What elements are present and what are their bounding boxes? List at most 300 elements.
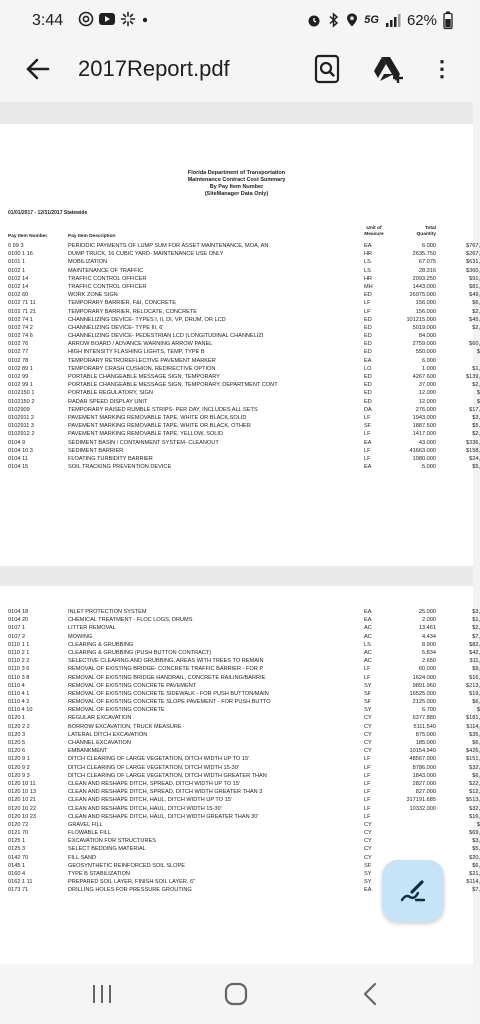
table-row bbox=[0, 657, 480, 665]
amount-cell: $1, bbox=[472, 617, 480, 624]
pay-item-description-cell: CLEAN AND RESHAPE DITCH, SPREAD, DITCH WIDTH GREATER THAN 3 bbox=[68, 789, 263, 796]
table-row bbox=[0, 739, 480, 747]
table-row bbox=[0, 267, 480, 275]
amount-cell: $158, bbox=[466, 447, 480, 454]
amount-cell: $81, bbox=[469, 283, 480, 290]
amount-cell: $513, bbox=[466, 797, 480, 804]
table-row bbox=[0, 674, 480, 682]
quantity-cell: 60.000 bbox=[418, 666, 436, 673]
column-header-unit-of-measure bbox=[356, 226, 392, 238]
unit-cell: ED bbox=[364, 349, 372, 356]
pay-item-description-cell: SEDIMENT BASIN / CONTAINMENT SYSTEM- CLEANOUT bbox=[68, 439, 219, 446]
network-type-label: 5G bbox=[364, 14, 379, 26]
table-row bbox=[0, 665, 480, 673]
pay-item-description-cell: TRAFFIC CONTROL OFFICER bbox=[68, 275, 147, 282]
pay-item-number-cell: 0120 3 bbox=[8, 731, 26, 738]
pay-item-description-cell: PAVEMENT MARKING REMOVABLE TAPE, WHITE OR BLACK, OTHER bbox=[68, 423, 251, 430]
quantity-cell: 4.434 bbox=[422, 633, 436, 640]
quantity-cell: 48567.000 bbox=[409, 756, 436, 763]
table-row bbox=[0, 422, 480, 430]
column-header-unit-line: Unit of bbox=[366, 226, 382, 231]
unit-cell: AC bbox=[364, 633, 372, 640]
quantity-cell: 156.000 bbox=[415, 308, 436, 315]
unit-cell: LF bbox=[364, 764, 371, 771]
table-row bbox=[0, 649, 480, 657]
pay-item-description-cell: CHEMICAL TREATMENT - FLOC LOGS, DRUMS bbox=[68, 617, 193, 624]
report-period: 01/01/2017 - 12/31/2017 Statewide bbox=[8, 210, 88, 216]
pay-item-description-cell: REMOVAL OF EXISTING CONCRETE SIDEWALK - FOR PUSH BUTTON/MAIN bbox=[68, 690, 269, 697]
table-row bbox=[0, 406, 480, 414]
unit-cell: LF bbox=[364, 805, 371, 812]
quantity-cell: 550.000 bbox=[415, 349, 436, 356]
pay-item-description-cell: PAVEMENT MARKING REMOVABLE TAPE, YELLOW, SOLID bbox=[68, 431, 224, 438]
amount-cell: $1, bbox=[472, 365, 480, 372]
unit-cell: CY bbox=[364, 838, 372, 845]
pay-item-number-cell: 0102 99 1 bbox=[8, 382, 33, 389]
table-row bbox=[0, 706, 480, 714]
pay-item-description-cell: PORTABLE REGULATORY, SIGN bbox=[68, 390, 153, 397]
amount-cell: $2, bbox=[472, 625, 480, 632]
system-nav-bar bbox=[0, 964, 473, 1024]
unit-cell: LF bbox=[364, 308, 371, 315]
amount-cell: $35, bbox=[469, 731, 480, 738]
pay-item-number-cell: 0104 11 bbox=[8, 455, 28, 462]
pay-item-number-cell: 0110 1 1 bbox=[8, 641, 30, 648]
table-row bbox=[0, 837, 480, 845]
unit-cell: CY bbox=[364, 723, 372, 730]
unit-cell: CY bbox=[364, 830, 372, 837]
amount-cell: $ bbox=[476, 390, 480, 397]
unit-cell: LS bbox=[364, 641, 371, 648]
report-header-line: (SiteManager Data Only) bbox=[204, 191, 269, 197]
quantity-cell: 1943.000 bbox=[412, 414, 436, 421]
unit-cell: CY bbox=[364, 854, 372, 861]
pay-item-number-cell: 0102 71 21 bbox=[8, 308, 36, 315]
pay-item-description-cell: MOWING bbox=[68, 633, 93, 640]
amount-cell: $2, bbox=[472, 431, 480, 438]
pay-item-description-cell: REMOVAL OF EXISTING CONCRETE PAVEMENT bbox=[68, 682, 197, 689]
quantity-cell: 185.000 bbox=[415, 740, 436, 746]
unit-cell: EA bbox=[364, 439, 372, 446]
pay-item-description-cell: TEMPORARY CRASH CUSHION, REDIRECTIVE OPTION bbox=[68, 365, 216, 372]
pay-item-description-cell: DRILLING HOLES FOR PRESSURE GROUTING bbox=[68, 887, 192, 894]
table-row bbox=[0, 348, 480, 356]
at-sign-icon bbox=[78, 11, 94, 27]
unit-cell: SY bbox=[364, 682, 372, 689]
status-left-icons bbox=[78, 11, 150, 27]
pay-item-description-cell: EMBANKMENT bbox=[68, 748, 108, 755]
unit-cell: LF bbox=[364, 756, 371, 763]
table-row bbox=[0, 381, 480, 389]
pay-item-number-cell: 0102911 3 bbox=[8, 423, 35, 430]
pay-item-number-cell: 0102 14 bbox=[8, 275, 29, 282]
pay-item-number-cell: 0162 1 11 bbox=[8, 879, 33, 886]
pay-item-number-cell: 0120 9 2 bbox=[8, 764, 30, 771]
unit-cell: LF bbox=[364, 780, 371, 787]
quantity-cell: 13.461 bbox=[418, 625, 436, 632]
pay-item-number-cell: 0102909 bbox=[8, 406, 30, 413]
pay-item-description-cell: PERIODIC PAYMENTS OF LUMP SUM FOR ASSET MAINTENANCE, MOA, AN bbox=[68, 243, 269, 249]
pay-item-description-cell: DITCH CLEARING OF LARGE VEGETATION, DITCH WIDTH UP TO 15' bbox=[68, 756, 250, 763]
recent-apps-icon[interactable] bbox=[88, 982, 116, 1006]
report-rows-page-1 bbox=[0, 242, 480, 471]
table-row bbox=[0, 275, 480, 283]
youtube-icon bbox=[98, 11, 116, 27]
quantity-cell: 5019.000 bbox=[412, 324, 436, 331]
pay-item-number-cell: 0104 9 bbox=[8, 439, 26, 446]
amount-cell: $6, bbox=[472, 699, 480, 706]
system-back-icon[interactable] bbox=[358, 980, 382, 1008]
pay-item-number-cell: 0110 2 2 bbox=[8, 658, 30, 665]
table-row bbox=[0, 714, 480, 722]
pay-item-description-cell: CLEARING & GRUBBING (PUSH BUTTON CONTRACT) bbox=[68, 649, 212, 656]
pay-item-description-cell: CHANNELIZING DEVICE- TYPES I, II, DI, VP, DRUM, OR LCD bbox=[68, 316, 226, 323]
pen-annotate-icon bbox=[382, 860, 444, 922]
location-icon bbox=[346, 12, 358, 28]
amount-cell: $7, bbox=[472, 633, 480, 640]
pay-item-number-cell: 0120 10 13 bbox=[8, 789, 36, 796]
unit-cell: CY bbox=[364, 821, 372, 828]
annotate-fab[interactable] bbox=[382, 860, 444, 922]
amount-cell: $69, bbox=[469, 830, 480, 837]
amount-cell: $42, bbox=[469, 649, 480, 656]
pay-item-description-cell: GRAVEL FILL bbox=[68, 821, 103, 828]
amount-cell: $12, bbox=[469, 789, 480, 796]
quantity-cell: 25.000 bbox=[418, 609, 436, 615]
table-row bbox=[0, 608, 480, 616]
unit-cell: ED bbox=[364, 341, 372, 348]
table-row bbox=[0, 821, 480, 829]
pay-item-description-cell: PORTABLE CHANGEABLE MESSAGE SIGN, TEMPORARY bbox=[68, 374, 220, 380]
pay-item-number-cell: 0102 71 11 bbox=[8, 300, 36, 307]
table-row bbox=[0, 430, 480, 438]
amount-cell: $336, bbox=[466, 439, 480, 446]
pay-item-description-cell: PORTABLE CHANGEABLE MESSAGE SIGN, TEMPORARY, DEPARTMENT CONT bbox=[68, 382, 278, 389]
table-row bbox=[0, 845, 480, 853]
quantity-cell: 101215.000 bbox=[406, 316, 436, 323]
column-header-total-quantity bbox=[392, 226, 436, 238]
pay-item-number-cell: 0110 3 8 bbox=[8, 674, 30, 681]
pay-item-number-cell: 0110 4 1 bbox=[8, 690, 30, 697]
unit-cell: CY bbox=[364, 740, 372, 746]
quantity-cell: 37.000 bbox=[418, 382, 436, 389]
quantity-cell: 1843.000 bbox=[412, 772, 436, 779]
unit-cell: EA bbox=[364, 357, 372, 364]
amount-cell: $181, bbox=[466, 715, 480, 722]
pay-item-number-cell: 0 99 3 bbox=[8, 243, 24, 249]
pay-item-description-cell: REMOVAL OF EXISTING BRIDGE HANDRAIL, CONCRETE RAILING/BARRIE bbox=[68, 674, 266, 681]
pay-item-description-cell: PREPARED SOIL LAYER, FINISH SOIL LAYER, 6" bbox=[68, 879, 196, 886]
amount-cell: $360, bbox=[466, 267, 480, 274]
pay-item-number-cell: 0102 99 bbox=[8, 374, 29, 380]
table-row bbox=[0, 780, 480, 788]
pay-item-number-cell: 0110 4 2 bbox=[8, 699, 30, 706]
amount-cell: $24, bbox=[469, 455, 480, 462]
quantity-cell: 1980.000 bbox=[412, 455, 436, 462]
pay-item-description-cell: WORK ZONE SIGN bbox=[68, 292, 118, 299]
pay-item-description-cell: RADAR SPEED DISPLAY UNIT bbox=[68, 398, 148, 405]
unit-cell: EA bbox=[364, 464, 372, 471]
amount-cell: $45, bbox=[469, 316, 480, 323]
unit-cell: SF bbox=[364, 690, 372, 697]
quantity-cell: 41663.000 bbox=[409, 447, 436, 454]
amount-cell: $16, bbox=[469, 813, 480, 820]
pay-item-description-cell: REMOVAL OF EXISTING BRIDGE- CONCRETE TRAFFIC BARRIER - FOR P bbox=[68, 666, 264, 673]
pay-item-description-cell: CLEAN AND RESHAPE DITCH, SPREAD, DITCH WIDTH UP TO 15' bbox=[68, 780, 241, 787]
column-header-total-line: Total bbox=[424, 226, 436, 231]
pay-item-description-cell: DITCH CLEARING OF LARGE VEGETATION, DITCH WIDTH GREATER THAN bbox=[68, 772, 267, 779]
pay-item-number-cell: 0102 74 2 bbox=[8, 324, 33, 331]
report-header bbox=[0, 170, 473, 198]
pay-item-description-cell: TEMPORARY BARRIER, RELOCATE, CONCRETE bbox=[68, 308, 197, 315]
pay-item-number-cell: 0102 77 bbox=[8, 349, 29, 356]
pay-item-description-cell: TEMPORARY BARRIER, F&I, CONCRETE bbox=[68, 300, 176, 307]
quantity-cell: 10154.940 bbox=[409, 748, 436, 755]
unit-cell: EA bbox=[364, 887, 372, 894]
amount-cell: $3, bbox=[472, 838, 480, 845]
table-row bbox=[0, 624, 480, 632]
table-row bbox=[0, 455, 480, 463]
amount-cell: $6, bbox=[472, 740, 480, 746]
battery-icon bbox=[443, 11, 453, 29]
pay-item-number-cell: 0125 3 bbox=[8, 846, 26, 853]
pay-item-number-cell: 0110 3 6 bbox=[8, 666, 30, 673]
table-row bbox=[0, 332, 473, 340]
pay-item-number-cell: 0120 9 3 bbox=[8, 772, 30, 779]
unit-cell: ED bbox=[364, 333, 372, 340]
unit-cell: SY bbox=[364, 707, 372, 714]
quantity-cell: 6.000 bbox=[422, 357, 436, 364]
amount-cell: $5, bbox=[472, 464, 480, 471]
add-to-drive-icon[interactable] bbox=[372, 54, 404, 84]
quantity-cell: 1.000 bbox=[422, 365, 436, 372]
alarm-icon bbox=[306, 12, 322, 28]
table-row bbox=[0, 291, 480, 299]
pay-item-description-cell: REMOVAL OF EXISTING CONCRETE SLOPE PAVEMENT - FOR PUSH BUTTO bbox=[68, 699, 271, 706]
quantity-cell: 6.000 bbox=[422, 243, 436, 249]
amount-cell: $60, bbox=[469, 341, 480, 348]
quantity-cell: 276.000 bbox=[415, 406, 436, 413]
table-row bbox=[0, 242, 480, 250]
pay-item-number-cell: 0110 4 10 bbox=[8, 707, 33, 714]
pay-item-description-cell: MOBILIZATION bbox=[68, 259, 108, 266]
unit-cell: CY bbox=[364, 846, 372, 853]
unit-cell: LF bbox=[364, 447, 371, 454]
quantity-cell: 317191.685 bbox=[406, 797, 436, 804]
table-row bbox=[0, 616, 480, 624]
unit-cell: CY bbox=[364, 748, 372, 755]
app-bar bbox=[0, 40, 473, 102]
pay-item-description-cell: TRAFFIC CONTROL OFFICER bbox=[68, 283, 147, 290]
pay-item-number-cell: 0104 18 bbox=[8, 609, 29, 615]
table-row bbox=[0, 682, 480, 690]
quantity-cell: 84.000 bbox=[418, 333, 436, 340]
quantity-cell: 5111.540 bbox=[413, 723, 436, 730]
amount-cell: $21, bbox=[469, 871, 480, 877]
more-options-icon[interactable]: ⋮ bbox=[431, 56, 453, 81]
pay-item-description-cell: INLET PROTECTION SYSTEM bbox=[68, 609, 147, 615]
unit-cell: LF bbox=[364, 772, 371, 779]
unit-cell: LF bbox=[364, 414, 371, 421]
pay-item-description-cell: DITCH CLEARING OF LARGE VEGETATION, DITCH WIDTH 15-30' bbox=[68, 764, 239, 771]
pay-item-number-cell: 0102150 1 bbox=[8, 390, 35, 397]
table-row bbox=[0, 805, 480, 813]
quantity-cell: 2.650 bbox=[422, 658, 436, 665]
table-row bbox=[0, 641, 480, 649]
pay-item-description-cell: TEMPORARY RAISED RUMBLE STRIPS- PER DAY, INCLUDES ALL SETS bbox=[68, 406, 258, 413]
pay-item-description-cell: EXCAVATION FOR STRUCTURES bbox=[68, 838, 156, 845]
pay-item-number-cell: 0104 10 3 bbox=[8, 447, 33, 454]
amount-cell: $767, bbox=[466, 243, 480, 249]
amount-cell: $91, bbox=[469, 275, 480, 282]
quantity-cell: 827.000 bbox=[415, 789, 436, 796]
amount-cell: $631, bbox=[466, 259, 480, 266]
table-row bbox=[0, 723, 480, 731]
pay-item-description-cell: SELECT BEDDING MATERIAL bbox=[68, 846, 146, 853]
table-row bbox=[0, 690, 480, 698]
pay-item-number-cell: 0102 60 bbox=[8, 292, 29, 299]
table-row bbox=[0, 829, 480, 837]
amount-cell: $139, bbox=[466, 374, 480, 380]
pay-item-number-cell: 0102 14 bbox=[8, 283, 29, 290]
amount-cell: $114, bbox=[466, 723, 480, 730]
pay-item-number-cell: 0102 78 bbox=[8, 357, 29, 364]
pay-item-description-cell: SEDIMENT BARRIER bbox=[68, 447, 124, 454]
pay-item-description-cell: DUMP TRUCK, 16 CUBIC YARD- MAINTENANCE USE ONLY bbox=[68, 251, 224, 258]
amount-cell: $ bbox=[476, 398, 480, 405]
quantity-cell: 1443.000 bbox=[412, 283, 436, 290]
pay-item-number-cell: 0107 1 bbox=[8, 625, 26, 632]
unit-cell: DA bbox=[364, 406, 372, 413]
amount-cell: $2, bbox=[472, 308, 480, 315]
unit-cell: LF bbox=[364, 431, 371, 438]
amount-cell: $22, bbox=[469, 780, 480, 787]
unit-cell: CY bbox=[364, 731, 372, 738]
unit-cell: LF bbox=[364, 300, 371, 307]
amount-cell: $3, bbox=[472, 609, 480, 615]
column-header-pay-item-number: Pay Item Number bbox=[8, 234, 48, 239]
report-rows-page-2 bbox=[0, 608, 480, 895]
amount-cell: $ bbox=[476, 707, 480, 714]
amount-cell: $16, bbox=[469, 674, 480, 681]
quantity-cell: 2.000 bbox=[422, 617, 436, 624]
pay-item-description-cell: CLEARING & GRUBBING bbox=[68, 641, 134, 648]
amount-cell: $ bbox=[476, 821, 480, 828]
unit-cell: EA bbox=[364, 609, 372, 615]
unit-cell: AC bbox=[364, 649, 372, 656]
pay-item-number-cell: 0102912 2 bbox=[8, 431, 35, 438]
amount-cell: $6, bbox=[472, 300, 480, 307]
amount-cell: $114, bbox=[466, 879, 480, 886]
unit-cell: LF bbox=[364, 813, 371, 820]
pay-item-number-cell: 0120 2 2 bbox=[8, 723, 30, 730]
pdf-page-1 bbox=[0, 124, 480, 566]
unit-cell: ED bbox=[364, 390, 372, 397]
pay-item-description-cell: LATERAL DITCH EXCAVATION bbox=[68, 731, 148, 738]
table-row bbox=[0, 764, 480, 772]
table-row bbox=[0, 389, 480, 397]
amount-cell: $11, bbox=[469, 658, 480, 665]
quantity-cell: 10332.000 bbox=[409, 805, 436, 812]
amount-cell: $19, bbox=[469, 690, 480, 697]
quantity-cell: 875.000 bbox=[415, 731, 436, 738]
column-header-pay-item-description: Pay Item Description bbox=[68, 234, 116, 239]
quantity-cell: 28.316 bbox=[418, 267, 436, 274]
column-header-total-line: Quantity bbox=[416, 232, 436, 237]
unit-cell: EA bbox=[364, 617, 372, 624]
unit-cell: LF bbox=[364, 797, 371, 804]
pdf-viewer[interactable] bbox=[0, 102, 480, 964]
quantity-cell: 9891.960 bbox=[412, 682, 436, 689]
amount-cell: $17, bbox=[469, 406, 480, 413]
pay-item-description-cell: HIGH INTENSITY FLASHING LIGHTS, TEMP, TYPE B bbox=[68, 349, 205, 356]
table-row bbox=[0, 747, 480, 755]
unit-cell: SF bbox=[364, 423, 372, 430]
pay-item-description-cell: CLEAN AND RESHAPE DITCH, HAUL, DITCH WIDTH 15-30' bbox=[68, 805, 222, 812]
pay-item-description-cell: ARROW BOARD / ADVANCE WARNING ARROW PANEL bbox=[68, 341, 213, 348]
pay-item-description-cell: PAVEMENT MARKING REMOVABLE TAPE, WHITE OR BLACK,SOLID bbox=[68, 414, 247, 421]
pay-item-number-cell: 0101 1 bbox=[8, 259, 26, 266]
amount-cell: $49, bbox=[469, 292, 480, 299]
amount-cell: $9, bbox=[472, 666, 480, 673]
table-row bbox=[0, 299, 480, 307]
pay-item-description-cell: REGULAR EXCAVATION bbox=[68, 715, 132, 722]
pay-item-number-cell: 0142 70 bbox=[8, 854, 29, 861]
quantity-cell: 5.834 bbox=[422, 649, 436, 656]
pay-item-description-cell: BORROW EXCAVATION, TRUCK MEASURE bbox=[68, 723, 182, 730]
back-arrow-icon[interactable] bbox=[22, 53, 54, 85]
amount-cell: $5, bbox=[472, 846, 480, 853]
unit-cell: ED bbox=[364, 292, 372, 299]
unit-cell: SF bbox=[364, 862, 372, 869]
search-in-document-icon[interactable] bbox=[312, 54, 342, 84]
unit-cell: ED bbox=[364, 316, 372, 323]
quantity-cell: 5.000 bbox=[422, 464, 436, 471]
amount-cell: $2, bbox=[472, 324, 480, 331]
quantity-cell: 26975.000 bbox=[409, 292, 436, 299]
quantity-cell: 2093.250 bbox=[412, 275, 436, 282]
quantity-cell: 6.700 bbox=[422, 707, 436, 714]
pay-item-description-cell: FLOWABLE FILL bbox=[68, 830, 112, 837]
pay-item-number-cell: 0121 70 bbox=[8, 830, 29, 837]
home-icon[interactable] bbox=[222, 980, 250, 1008]
unit-cell: LF bbox=[364, 789, 371, 796]
pay-item-number-cell: 0120 10 23 bbox=[8, 813, 36, 820]
status-bar bbox=[0, 0, 473, 40]
report-header-line: Maintenance Contract Cost Summary bbox=[187, 177, 286, 183]
amount-cell: $213, bbox=[466, 682, 480, 689]
battery-percent: 62% bbox=[406, 11, 437, 29]
unit-cell: ED bbox=[364, 398, 372, 405]
pay-item-number-cell: 0102 1 bbox=[8, 267, 26, 274]
pinwheel-icon bbox=[120, 11, 136, 27]
amount-cell: $151, bbox=[466, 756, 480, 763]
pay-item-description-cell: CLEAN AND RESHAPE DITCH, HAUL, DITCH WIDTH GREATER THAN 30' bbox=[68, 813, 259, 820]
pay-item-description-cell: FLOATING TURBIDITY BARRIER bbox=[68, 455, 153, 462]
quantity-cell: 156.000 bbox=[415, 300, 436, 307]
pay-item-number-cell: 0102 74 6 bbox=[8, 333, 33, 340]
table-row bbox=[0, 788, 480, 796]
unit-cell: ED bbox=[364, 382, 372, 389]
quantity-cell: 12.000 bbox=[418, 390, 436, 397]
pay-item-number-cell: 0120 10 11 bbox=[8, 780, 36, 787]
pay-item-number-cell: 0110 4 bbox=[8, 682, 25, 689]
unit-cell: LF bbox=[364, 666, 371, 673]
unit-cell: MH bbox=[364, 283, 373, 290]
table-row bbox=[0, 463, 480, 471]
pay-item-number-cell: 0120 10 21 bbox=[8, 797, 36, 804]
pay-item-number-cell: 0120 10 22 bbox=[8, 805, 36, 812]
